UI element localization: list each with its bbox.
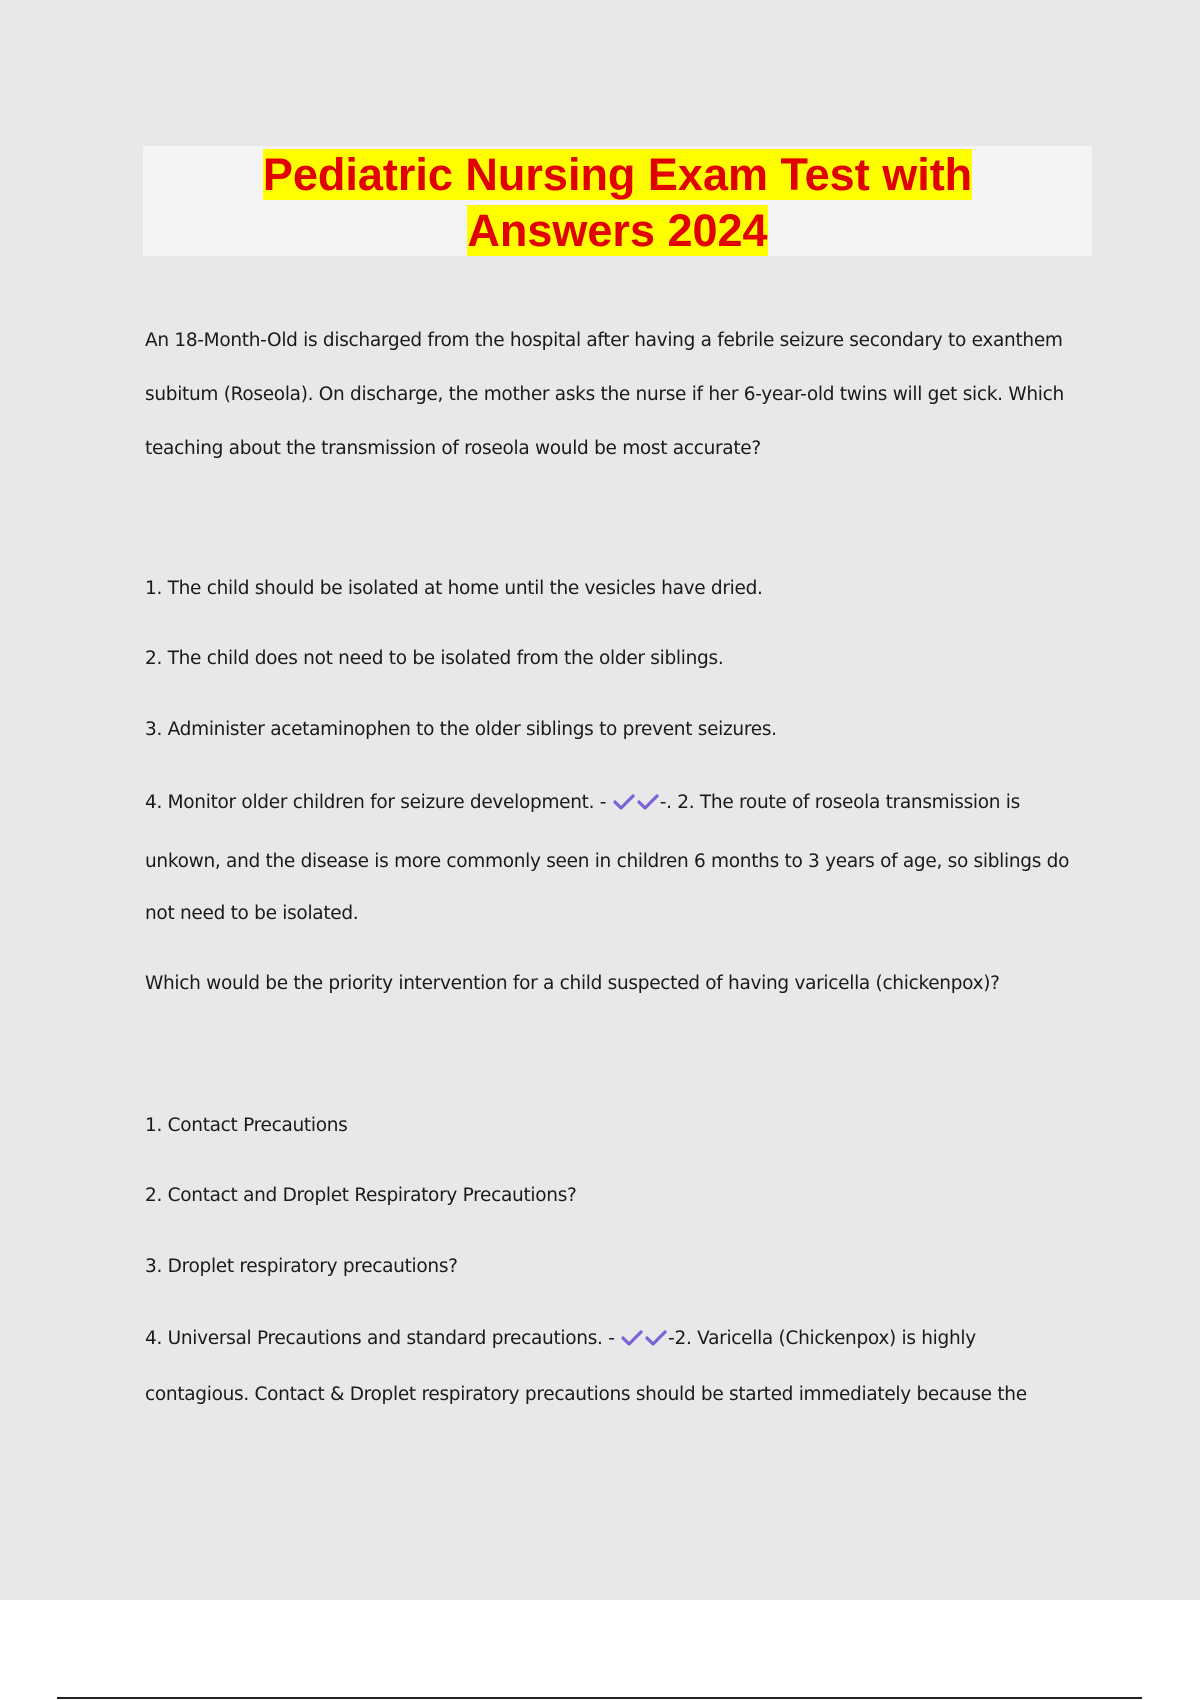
q2-option-4-with-answer [145,1328,976,1349]
title-box [143,146,1092,256]
q1-option-3: 3. Administer acetaminophen to the older siblings to prevent seizures. [145,719,777,740]
q2-option-4: 4. Universal Precautions and standard precautions. - [145,1328,615,1349]
q1-stem-line-1: An 18-Month-Old is discharged from the hospital after having a febrile seizure secondary to exanthem [145,330,1063,351]
q2-stem: Which would be the priority intervention for a child suspected of having varicella (chickenpox)? [145,973,1000,994]
checkmark-icon [620,1329,644,1347]
bottom-divider [57,1697,1142,1699]
q2-option-1: 1. Contact Precautions [145,1115,348,1136]
checkmark-icon [636,793,660,811]
q2-answer-line-2: contagious. Contact & Droplet respiratory precautions should be started immediately because the [145,1384,1027,1405]
q1-answer-line-3: not need to be isolated. [145,903,359,924]
q2-answer-line-1: -2. Varicella (Chickenpox) is highly [668,1328,976,1349]
q2-option-2: 2. Contact and Droplet Respiratory Precautions? [145,1185,577,1206]
q1-stem-line-2: subitum (Roseola). On discharge, the mother asks the nurse if her 6-year-old twins will get sick. Which [145,384,1064,405]
page-title-line-2: Answers 2024 [467,205,768,256]
q1-answer-line-1: -. 2. The route of roseola transmission is [659,792,1020,813]
checkmark-icon [644,1329,668,1347]
q1-option-1: 1. The child should be isolated at home until the vesicles have dried. [145,578,763,599]
q2-option-3: 3. Droplet respiratory precautions? [145,1256,458,1277]
checkmark-icon [612,793,636,811]
q1-stem-line-3: teaching about the transmission of roseola would be most accurate? [145,438,761,459]
q1-option-4: 4. Monitor older children for seizure development. - [145,792,607,813]
q1-answer-line-2: unkown, and the disease is more commonly seen in children 6 months to 3 years of age, so siblings do [145,851,1070,872]
q1-option-2: 2. The child does not need to be isolated from the older siblings. [145,648,724,669]
q1-option-4-with-answer [145,792,1020,813]
page-title-line-1: Pediatric Nursing Exam Test with [262,149,973,200]
